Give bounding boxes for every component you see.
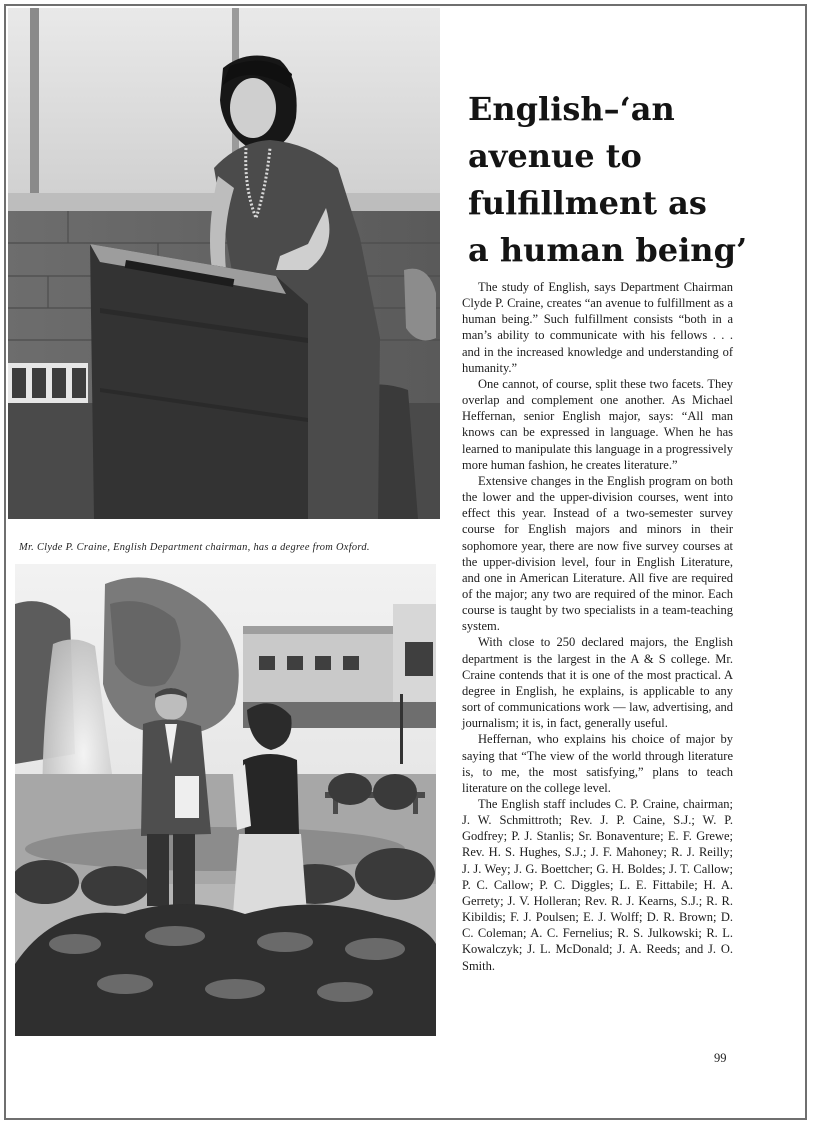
photo-lecturer-graphic [8, 8, 440, 519]
article-headline [468, 86, 788, 274]
headline-line: a human being’ [468, 231, 748, 269]
page-number: 99 [714, 1051, 727, 1065]
article-paragraph: One cannot, of course, split these two facets. They overlap and complement one another. As Michael Heffernan, senior English major, says: “All man knows can be expressed in language. When he has learned to manipulate this language in a progressively more human fashion, he creates literature.” [462, 376, 733, 472]
article-paragraph: With close to 250 declared majors, the English department is the largest in the A & S college. Mr. Craine contends that it is one of the most practical. A degree in English, he explains, is applicable to any sort of communications work — law, advertising, and journalism; it is, in fact, generally useful. [462, 635, 733, 731]
headline-line: English–‘an [468, 90, 675, 128]
article-paragraph: The English staff includes C. P. Craine, chairman; J. W. Schmittroth; Rev. J. P. Caine, S.J.; W. P. Godfrey; P. J. Stanlis; Sr. Bonaventure; E. F. Grewe; Rev. H. S. Hughes, S.J.; J. F. Mahoney; R. J. Reilly; J. J. Wey; J. G. Boettcher; G. H. Boldes; J. T. Callow; P. C. Callow; P. C. Diggles; L. E. Fittabile; H. A. Gerrety; J. V. Holleran; Rev. R. J. Kearns, S.J.; R. R. Kibildis; F. J. Poulsen; E. J. Wolff; D. R. Brown; D. C. Coleman; A. C. Fernelius; R. S. Julkowski; R. L. Kowalczyk; J. L. McDonald; J. A. Reeds; and J. O. Smith. [462, 797, 733, 973]
photo-lecturer-at-podium [8, 8, 440, 519]
article-paragraph: The study of English, says Department Chairman Clyde P. Craine, creates “an avenue to fulfillment as a human being.” Such fulfillment consists “both in a man’s ability to communicate with his fellows . . . and in the increased knowledge and understanding of humanity.” [462, 280, 733, 375]
photo-campus-fountain [15, 564, 436, 1036]
yearbook-page [4, 4, 807, 1120]
article-body [462, 279, 733, 974]
headline-line: avenue to [468, 137, 642, 175]
article-paragraph: Heffernan, who explains his choice of major by saying that “The view of the world through literature is, to me, the most satisfying,” plans to teach literature on the college level. [462, 732, 733, 795]
photo-caption: Mr. Clyde P. Craine, English Department chairman, has a degree from Oxford. [19, 542, 370, 553]
photo-campus-graphic [15, 564, 436, 1036]
article-paragraph: Extensive changes in the English program on both the lower and the upper-division courses, went into effect this year. Instead of a two-semester survey course for English majors and minors in their sophomore year, there are now five survey courses at the upper-division level, four in English Literature, and one in American Literature. All five are required of the major; any two are required of the minor. Each course is taught by two specialists in a team-teaching system. [462, 473, 733, 634]
headline-line: fulfillment as [468, 184, 707, 222]
